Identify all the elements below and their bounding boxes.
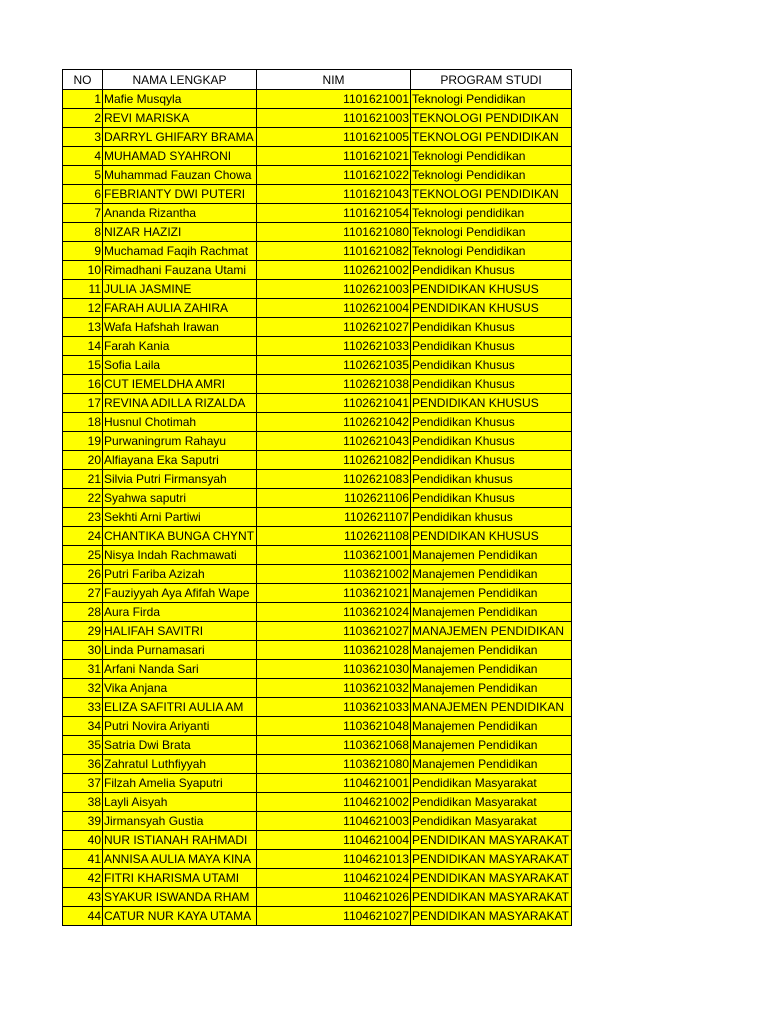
cell-nim[interactable]: 1101621001 xyxy=(257,90,411,109)
cell-no[interactable]: 7 xyxy=(63,204,103,223)
table-row xyxy=(63,774,572,793)
cell-nama-lengkap[interactable]: NIZAR HAZIZI xyxy=(103,223,257,242)
cell-no[interactable]: 14 xyxy=(63,337,103,356)
cell-nama-lengkap[interactable]: MUHAMAD SYAHRONI xyxy=(103,147,257,166)
table-row xyxy=(63,204,572,223)
cell-program-studi[interactable]: MANAJEMEN PENDIDIKAN xyxy=(411,698,572,717)
table-row xyxy=(63,375,572,394)
cell-no[interactable]: 19 xyxy=(63,432,103,451)
cell-nim[interactable]: 1103621027 xyxy=(257,622,411,641)
cell-program-studi[interactable]: Pendidikan Khusus xyxy=(411,489,572,508)
table-row xyxy=(63,109,572,128)
cell-nim[interactable]: 1102621082 xyxy=(257,451,411,470)
cell-program-studi[interactable]: Manajemen Pendidikan xyxy=(411,660,572,679)
cell-nim[interactable]: 1102621041 xyxy=(257,394,411,413)
cell-no[interactable]: 25 xyxy=(63,546,103,565)
cell-nama-lengkap[interactable]: Arfani Nanda Sari xyxy=(103,660,257,679)
cell-nama-lengkap[interactable]: DARRYL GHIFARY BRAMA xyxy=(103,128,257,147)
table-row xyxy=(63,679,572,698)
cell-nim[interactable]: 1103621001 xyxy=(257,546,411,565)
cell-nama-lengkap[interactable]: Muchamad Faqih Rachmat xyxy=(103,242,257,261)
cell-program-studi[interactable]: Pendidikan Khusus xyxy=(411,375,572,394)
cell-nama-lengkap[interactable]: JULIA JASMINE xyxy=(103,280,257,299)
cell-no[interactable]: 34 xyxy=(63,717,103,736)
cell-nama-lengkap[interactable]: Muhammad Fauzan Chowa xyxy=(103,166,257,185)
cell-nama-lengkap[interactable]: REVI MARISKA xyxy=(103,109,257,128)
table-row xyxy=(63,166,572,185)
cell-program-studi[interactable]: TEKNOLOGI PENDIDIKAN xyxy=(411,109,572,128)
table-row xyxy=(63,318,572,337)
cell-nama-lengkap[interactable]: ANNISA AULIA MAYA KINA xyxy=(103,850,257,869)
cell-nama-lengkap[interactable]: Alfiayana Eka Saputri xyxy=(103,451,257,470)
table-row xyxy=(63,850,572,869)
table-row xyxy=(63,698,572,717)
table-row xyxy=(63,242,572,261)
cell-no[interactable]: 17 xyxy=(63,394,103,413)
cell-nama-lengkap[interactable]: CATUR NUR KAYA UTAMA xyxy=(103,907,257,926)
cell-nim[interactable]: 1101621082 xyxy=(257,242,411,261)
table-row xyxy=(63,128,572,147)
cell-nama-lengkap[interactable]: Husnul Chotimah xyxy=(103,413,257,432)
student-table xyxy=(62,69,572,926)
cell-no[interactable]: 42 xyxy=(63,869,103,888)
cell-nim[interactable]: 1101621005 xyxy=(257,128,411,147)
table-row xyxy=(63,261,572,280)
cell-nim[interactable]: 1101621021 xyxy=(257,147,411,166)
cell-nama-lengkap[interactable]: NUR ISTIANAH RAHMADI xyxy=(103,831,257,850)
cell-no[interactable]: 23 xyxy=(63,508,103,527)
cell-no[interactable]: 3 xyxy=(63,128,103,147)
cell-nama-lengkap[interactable]: Zahratul Luthfiyyah xyxy=(103,755,257,774)
cell-nama-lengkap[interactable]: Aura Firda xyxy=(103,603,257,622)
cell-nim[interactable]: 1102621033 xyxy=(257,337,411,356)
cell-nim[interactable]: 1103621030 xyxy=(257,660,411,679)
cell-nama-lengkap[interactable]: Ananda Rizantha xyxy=(103,204,257,223)
cell-nim[interactable]: 1102621043 xyxy=(257,432,411,451)
cell-no[interactable]: 33 xyxy=(63,698,103,717)
cell-nama-lengkap[interactable]: Sekhti Arni Partiwi xyxy=(103,508,257,527)
table-row xyxy=(63,641,572,660)
cell-nama-lengkap[interactable]: FARAH AULIA ZAHIRA xyxy=(103,299,257,318)
cell-nim[interactable]: 1102621038 xyxy=(257,375,411,394)
cell-nim[interactable]: 1102621027 xyxy=(257,318,411,337)
cell-no[interactable]: 26 xyxy=(63,565,103,584)
table-row xyxy=(63,888,572,907)
cell-nama-lengkap[interactable]: Satria Dwi Brata xyxy=(103,736,257,755)
cell-nim[interactable]: 1101621054 xyxy=(257,204,411,223)
table-row xyxy=(63,508,572,527)
cell-program-studi[interactable]: Manajemen Pendidikan xyxy=(411,546,572,565)
cell-program-studi[interactable]: Manajemen Pendidikan xyxy=(411,603,572,622)
cell-no[interactable]: 30 xyxy=(63,641,103,660)
cell-nama-lengkap[interactable]: Fauziyyah Aya Afifah Wape xyxy=(103,584,257,603)
cell-nim[interactable]: 1104621013 xyxy=(257,850,411,869)
cell-no[interactable]: 43 xyxy=(63,888,103,907)
cell-nim[interactable]: 1101621043 xyxy=(257,185,411,204)
cell-no[interactable]: 37 xyxy=(63,774,103,793)
cell-program-studi[interactable]: Manajemen Pendidikan xyxy=(411,755,572,774)
cell-program-studi[interactable]: PENDIDIKAN MASYARAKAT xyxy=(411,850,572,869)
cell-program-studi[interactable]: Pendidikan khusus xyxy=(411,470,572,489)
cell-no[interactable]: 4 xyxy=(63,147,103,166)
table-row xyxy=(63,907,572,926)
table-row xyxy=(63,147,572,166)
table-row xyxy=(63,413,572,432)
cell-no[interactable]: 24 xyxy=(63,527,103,546)
cell-no[interactable]: 20 xyxy=(63,451,103,470)
cell-program-studi[interactable]: Pendidikan Khusus xyxy=(411,356,572,375)
cell-program-studi[interactable]: Teknologi Pendidikan xyxy=(411,223,572,242)
cell-program-studi[interactable]: Pendidikan Masyarakat xyxy=(411,812,572,831)
cell-no[interactable]: 40 xyxy=(63,831,103,850)
cell-nim[interactable]: 1104621024 xyxy=(257,869,411,888)
cell-no[interactable]: 9 xyxy=(63,242,103,261)
table-row xyxy=(63,755,572,774)
cell-no[interactable]: 10 xyxy=(63,261,103,280)
cell-nim[interactable]: 1103621068 xyxy=(257,736,411,755)
table-row xyxy=(63,565,572,584)
cell-nim[interactable]: 1104621001 xyxy=(257,774,411,793)
cell-nama-lengkap[interactable]: Purwaningrum Rahayu xyxy=(103,432,257,451)
table-row xyxy=(63,831,572,850)
cell-no[interactable]: 13 xyxy=(63,318,103,337)
cell-no[interactable]: 29 xyxy=(63,622,103,641)
cell-program-studi[interactable]: Pendidikan Khusus xyxy=(411,432,572,451)
cell-nim[interactable]: 1103621002 xyxy=(257,565,411,584)
cell-nama-lengkap[interactable]: REVINA ADILLA RIZALDA xyxy=(103,394,257,413)
cell-program-studi[interactable]: PENDIDIKAN MASYARAKAT xyxy=(411,888,572,907)
cell-nama-lengkap[interactable]: FEBRIANTY DWI PUTERI xyxy=(103,185,257,204)
table-row xyxy=(63,869,572,888)
cell-program-studi[interactable]: Pendidikan Masyarakat xyxy=(411,793,572,812)
cell-program-studi[interactable]: Pendidikan Masyarakat xyxy=(411,774,572,793)
cell-no[interactable]: 8 xyxy=(63,223,103,242)
cell-nama-lengkap[interactable]: Putri Fariba Azizah xyxy=(103,565,257,584)
cell-nama-lengkap[interactable]: Nisya Indah Rachmawati xyxy=(103,546,257,565)
cell-no[interactable]: 32 xyxy=(63,679,103,698)
cell-nim[interactable]: 1104621003 xyxy=(257,812,411,831)
cell-program-studi[interactable]: Pendidikan Khusus xyxy=(411,261,572,280)
table-row xyxy=(63,394,572,413)
cell-no[interactable]: 18 xyxy=(63,413,103,432)
table-row xyxy=(63,717,572,736)
cell-program-studi[interactable]: PENDIDIKAN KHUSUS xyxy=(411,394,572,413)
cell-nim[interactable]: 1102621035 xyxy=(257,356,411,375)
cell-program-studi[interactable]: PENDIDIKAN MASYARAKAT xyxy=(411,907,572,926)
cell-program-studi[interactable]: Pendidikan khusus xyxy=(411,508,572,527)
cell-nama-lengkap[interactable]: FITRI KHARISMA UTAMI xyxy=(103,869,257,888)
cell-nim[interactable]: 1101621022 xyxy=(257,166,411,185)
cell-program-studi[interactable]: Teknologi Pendidikan xyxy=(411,147,572,166)
table-row xyxy=(63,280,572,299)
cell-no[interactable]: 22 xyxy=(63,489,103,508)
table-row xyxy=(63,622,572,641)
cell-no[interactable]: 12 xyxy=(63,299,103,318)
cell-nama-lengkap[interactable]: Syahwa saputri xyxy=(103,489,257,508)
cell-nim[interactable]: 1102621108 xyxy=(257,527,411,546)
cell-program-studi[interactable]: Manajemen Pendidikan xyxy=(411,641,572,660)
table-row xyxy=(63,223,572,242)
table-row xyxy=(63,470,572,489)
cell-nim[interactable]: 1101621003 xyxy=(257,109,411,128)
cell-program-studi[interactable]: PENDIDIKAN KHUSUS xyxy=(411,299,572,318)
table-body xyxy=(63,90,572,926)
cell-nama-lengkap[interactable]: HALIFAH SAVITRI xyxy=(103,622,257,641)
cell-no[interactable]: 28 xyxy=(63,603,103,622)
cell-nim[interactable]: 1102621106 xyxy=(257,489,411,508)
cell-no[interactable]: 16 xyxy=(63,375,103,394)
table-row xyxy=(63,299,572,318)
cell-nama-lengkap[interactable]: Farah Kania xyxy=(103,337,257,356)
cell-no[interactable]: 27 xyxy=(63,584,103,603)
table-row xyxy=(63,527,572,546)
cell-nama-lengkap[interactable]: CHANTIKA BUNGA CHYNT xyxy=(103,527,257,546)
cell-program-studi[interactable]: Pendidikan Khusus xyxy=(411,413,572,432)
header-no[interactable]: NO xyxy=(63,70,103,90)
cell-nim[interactable]: 1103621028 xyxy=(257,641,411,660)
cell-program-studi[interactable]: Manajemen Pendidikan xyxy=(411,584,572,603)
cell-program-studi[interactable]: TEKNOLOGI PENDIDIKAN xyxy=(411,128,572,147)
cell-nama-lengkap[interactable]: Putri Novira Ariyanti xyxy=(103,717,257,736)
table-row xyxy=(63,356,572,375)
cell-no[interactable]: 5 xyxy=(63,166,103,185)
cell-nim[interactable]: 1104621027 xyxy=(257,907,411,926)
cell-nama-lengkap[interactable]: Wafa Hafshah Irawan xyxy=(103,318,257,337)
cell-nim[interactable]: 1102621083 xyxy=(257,470,411,489)
cell-nim[interactable]: 1102621003 xyxy=(257,280,411,299)
cell-nim[interactable]: 1101621080 xyxy=(257,223,411,242)
table-row xyxy=(63,432,572,451)
cell-no[interactable]: 6 xyxy=(63,185,103,204)
cell-program-studi[interactable]: Pendidikan Khusus xyxy=(411,451,572,470)
cell-nama-lengkap[interactable]: Rimadhani Fauzana Utami xyxy=(103,261,257,280)
cell-nama-lengkap[interactable]: Linda Purnamasari xyxy=(103,641,257,660)
cell-program-studi[interactable]: Pendidikan Khusus xyxy=(411,337,572,356)
table-row xyxy=(63,489,572,508)
cell-nim[interactable]: 1103621032 xyxy=(257,679,411,698)
cell-no[interactable]: 35 xyxy=(63,736,103,755)
cell-program-studi[interactable]: PENDIDIKAN MASYARAKAT xyxy=(411,869,572,888)
table-row xyxy=(63,793,572,812)
cell-program-studi[interactable]: PENDIDIKAN MASYARAKAT xyxy=(411,831,572,850)
cell-no[interactable]: 15 xyxy=(63,356,103,375)
table-row xyxy=(63,90,572,109)
cell-program-studi[interactable]: PENDIDIKAN KHUSUS xyxy=(411,527,572,546)
cell-program-studi[interactable]: TEKNOLOGI PENDIDIKAN xyxy=(411,185,572,204)
cell-program-studi[interactable]: Teknologi pendidikan xyxy=(411,204,572,223)
header-program-studi[interactable]: PROGRAM STUDI xyxy=(411,70,572,90)
cell-nama-lengkap[interactable]: Vika Anjana xyxy=(103,679,257,698)
cell-nama-lengkap[interactable]: Silvia Putri Firmansyah xyxy=(103,470,257,489)
table-row xyxy=(63,584,572,603)
cell-nim[interactable]: 1102621042 xyxy=(257,413,411,432)
cell-no[interactable]: 38 xyxy=(63,793,103,812)
cell-program-studi[interactable]: Teknologi Pendidikan xyxy=(411,242,572,261)
cell-nama-lengkap[interactable]: Mafie Musqyla xyxy=(103,90,257,109)
cell-program-studi[interactable]: MANAJEMEN PENDIDIKAN xyxy=(411,622,572,641)
cell-nama-lengkap[interactable]: SYAKUR ISWANDA RHAM xyxy=(103,888,257,907)
cell-nama-lengkap[interactable]: Jirmansyah Gustia xyxy=(103,812,257,831)
cell-program-studi[interactable]: Manajemen Pendidikan xyxy=(411,565,572,584)
table-row xyxy=(63,603,572,622)
cell-program-studi[interactable]: Teknologi Pendidikan xyxy=(411,166,572,185)
cell-nama-lengkap[interactable]: Filzah Amelia Syaputri xyxy=(103,774,257,793)
table-row xyxy=(63,451,572,470)
cell-nim[interactable]: 1102621107 xyxy=(257,508,411,527)
cell-nim[interactable]: 1103621048 xyxy=(257,717,411,736)
cell-nim[interactable]: 1103621021 xyxy=(257,584,411,603)
cell-program-studi[interactable]: Manajemen Pendidikan xyxy=(411,736,572,755)
cell-nama-lengkap[interactable]: Layli Aisyah xyxy=(103,793,257,812)
cell-no[interactable]: 41 xyxy=(63,850,103,869)
cell-program-studi[interactable]: Manajemen Pendidikan xyxy=(411,717,572,736)
header-nim[interactable]: NIM xyxy=(257,70,411,90)
cell-nim[interactable]: 1103621080 xyxy=(257,755,411,774)
table-header xyxy=(63,70,572,90)
cell-program-studi[interactable]: Pendidikan Khusus xyxy=(411,318,572,337)
table-row xyxy=(63,185,572,204)
cell-no[interactable]: 44 xyxy=(63,907,103,926)
cell-nim[interactable]: 1103621033 xyxy=(257,698,411,717)
table-row xyxy=(63,812,572,831)
cell-no[interactable]: 2 xyxy=(63,109,103,128)
table-row xyxy=(63,660,572,679)
cell-no[interactable]: 39 xyxy=(63,812,103,831)
cell-no[interactable]: 21 xyxy=(63,470,103,489)
cell-nim[interactable]: 1102621004 xyxy=(257,299,411,318)
cell-nama-lengkap[interactable]: Sofia Laila xyxy=(103,356,257,375)
cell-nama-lengkap[interactable]: CUT IEMELDHA AMRI xyxy=(103,375,257,394)
cell-nim[interactable]: 1103621024 xyxy=(257,603,411,622)
cell-nim[interactable]: 1104621004 xyxy=(257,831,411,850)
cell-program-studi[interactable]: Teknologi Pendidikan xyxy=(411,90,572,109)
cell-no[interactable]: 1 xyxy=(63,90,103,109)
table-row xyxy=(63,546,572,565)
cell-no[interactable]: 31 xyxy=(63,660,103,679)
header-row xyxy=(63,70,572,90)
table-row xyxy=(63,337,572,356)
cell-nama-lengkap[interactable]: ELIZA SAFITRI AULIA AM xyxy=(103,698,257,717)
cell-no[interactable]: 36 xyxy=(63,755,103,774)
cell-nim[interactable]: 1104621002 xyxy=(257,793,411,812)
cell-nim[interactable]: 1102621002 xyxy=(257,261,411,280)
table-row xyxy=(63,736,572,755)
cell-no[interactable]: 11 xyxy=(63,280,103,299)
cell-program-studi[interactable]: Manajemen Pendidikan xyxy=(411,679,572,698)
cell-nim[interactable]: 1104621026 xyxy=(257,888,411,907)
cell-program-studi[interactable]: PENDIDIKAN KHUSUS xyxy=(411,280,572,299)
header-nama-lengkap[interactable]: NAMA LENGKAP xyxy=(103,70,257,90)
